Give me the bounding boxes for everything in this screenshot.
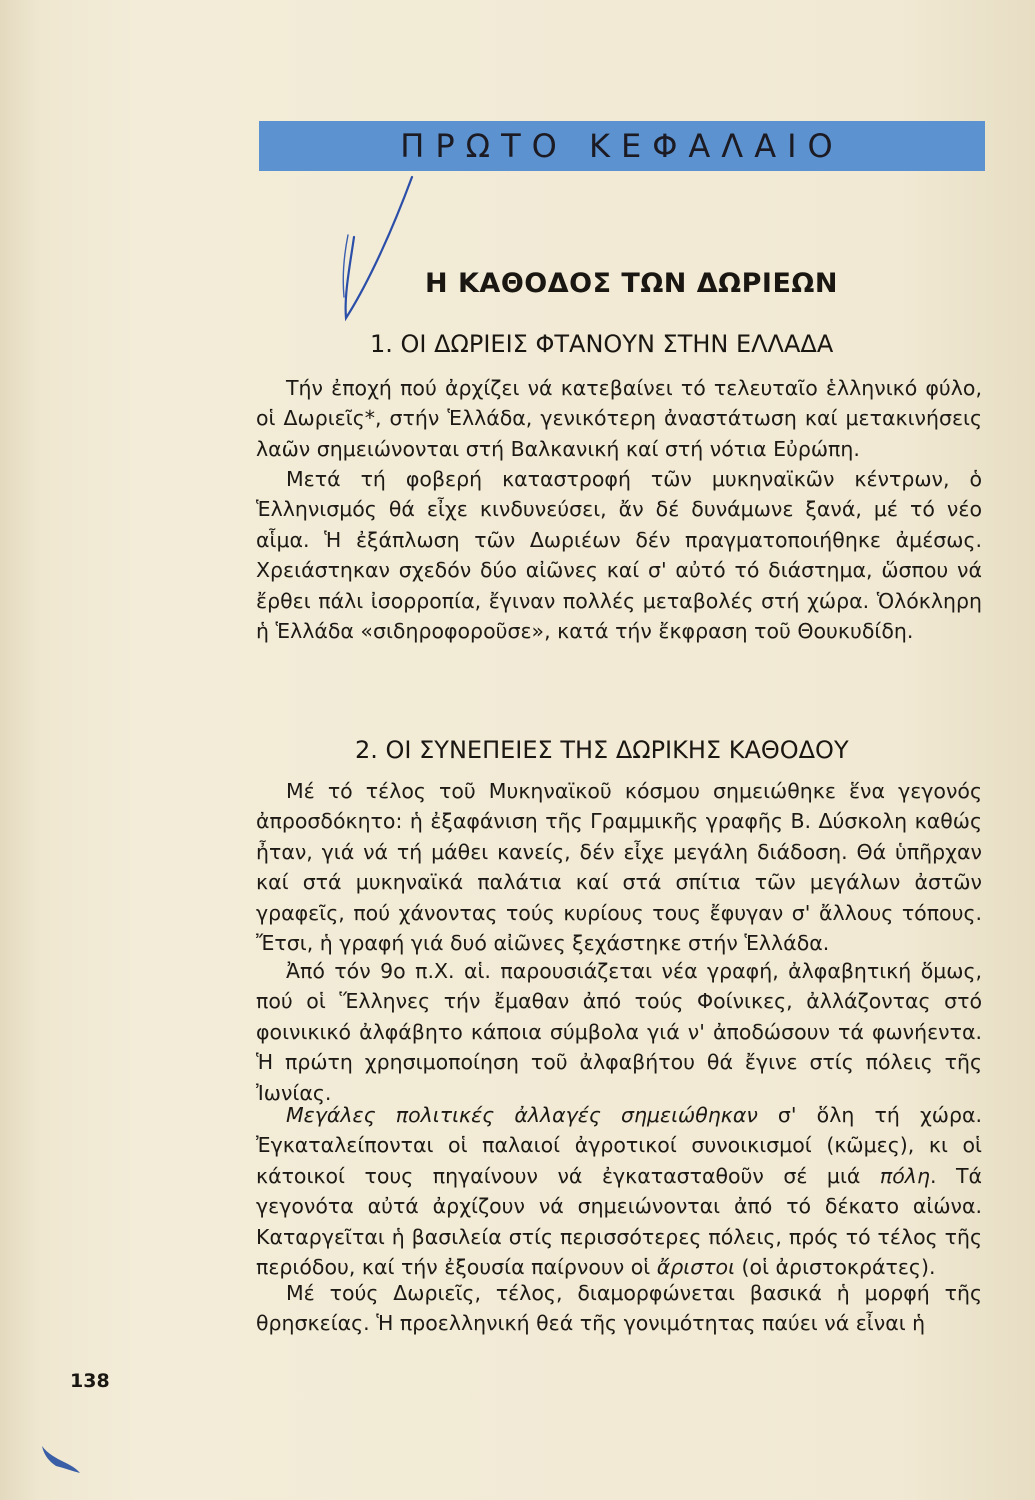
paragraph: Ἀπό τόν 9ο π.Χ. αἱ. παρουσιάζεται νέα γραφή, ἀλφαβητική ὅμως, πού οἱ Ἕλληνες τήν ἔμαθαν ἀπό τούς Φοίνικες, ἀλλάζοντας στό φοινικικό ἀλφάβητο κάποια σύμβολα γιά ν' ἀποδώσουν τά φωνήεντα. Ἡ πρώτη χρησιμοποίηση τοῦ ἀλφαβήτου θά ἔγινε στίς πόλεις τῆς Ἰωνίας. <box>256 959 982 1105</box>
paragraph: Μέ τούς Δωριεῖς, τέλος, διαμορφώνεται βασικά ἡ μορφή τῆς θρησκείας. Ἡ προελληνική θεά τῆς γονιμότητας παύει νά εἶναι ἡ <box>256 1281 982 1336</box>
page-number: 138 <box>70 1370 110 1392</box>
subsection-heading-2: 2. ΟΙ ΣΥΝΕΠΕΙΕΣ ΤΗΣ ΔΩΡΙΚΗΣ ΚΑΘΟΔΟΥ <box>355 736 849 764</box>
paragraph: Τήν ἐποχή πού ἀρχίζει νά κατεβαίνει τό τελευταῖο ἑλληνικό φύλο, οἱ Δωριεῖς*, στήν Ἑλλάδα, γενικότερη ἀναστάτωση καί μετακινήσεις λαῶν σημειώνονται στή Βαλκανική καί στή νότια Εὐρώπη. <box>256 376 982 461</box>
subsection-heading-1: 1. ΟΙ ΔΩΡΙΕΙΣ ΦΤΑΝΟΥΝ ΣΤΗΝ ΕΛΛΑΔΑ <box>370 330 834 358</box>
text-run: σ' ὅλη τή χώρα. Ἐγκαταλείπονται οἱ παλαιοί ἀγροτικοί συνοικισμοί (κῶμες), κι οἱ κάτοικοί τους πηγαίνουν νά ἐγκατασταθοῦν σέ μιά <box>256 1103 982 1188</box>
chapter-title: ΠΡΩΤΟ ΚΕΦΑΛΑΙΟ <box>400 127 844 165</box>
italic-term: ἄριστοι <box>656 1255 736 1280</box>
paragraph: Μετά τή φοβερή καταστροφή τῶν μυκηναϊκῶν κέντρων, ὁ Ἑλληνισμός θά εἶχε κινδυνεύσει, ἄν δέ δυνάμωνε ξανά, μέ τό νέο αἷμα. Ἡ ἐξάπλωση τῶν Δωριέων δέν πραγματοποιήθηκε ἀμέσως. Χρειάστηκαν σχεδόν δύο αἰῶνες καί σ' αὐτό τό διάστημα, ὥσπου νά ἔρθει πάλι ἰσορροπία, ἔγιναν πολλές μεταβολές στή χώρα. Ὁλόκληρη ἡ Ἑλλάδα «σιδηροφοροῦσε», κατά τήν ἔκφραση τοῦ Θουκυδίδη. <box>256 467 982 644</box>
paragraph: Μέ τό τέλος τοῦ Μυκηναϊκοῦ κόσμου σημειώθηκε ἕνα γεγονός ἀπροσδόκητο: ἡ ἐξαφάνιση τῆς Γραμμικῆς γραφῆς Β. Δύσκολη καθώς ἦταν, γιά νά τή μάθει κανείς, δέν εἶχε μεγάλη διάδοση. Θά ὑπῆρχαν καί στά μυκηναϊκά παλάτια καί στά σπίτια τῶν μεγάλων ἀστῶν γραφεῖς, πού χάνοντας τούς κυρίους τους ἔφυγαν σ' ἄλλους τόπους. Ἔτσι, ἡ γραφή γιά δυό αἰῶνες ξεχάστηκε στήν Ἑλλάδα. <box>256 779 982 956</box>
italic-phrase: Μεγάλες πολιτικές ἀλλαγές σημειώθηκαν <box>286 1103 758 1127</box>
section-title: Η ΚΑΘΟΔΟΣ ΤΩΝ ΔΩΡΙΕΩΝ <box>425 268 838 299</box>
text-run: . Τά γεγονότα αὐτά ἀρχίζουν νά σημειώνονται ἀπό τό δέκατο αἰώνα. Καταργεῖται ἡ βασιλεία στίς περισσότερες πόλεις, πρός τό τέλος τῆς περιόδου, καί τήν ἐξουσία παίρνουν οἱ <box>256 1163 982 1280</box>
pen-check-mark <box>330 175 430 325</box>
ink-smudge <box>38 1440 83 1475</box>
paragraph <box>256 1100 982 1282</box>
text-run: (οἱ ἀριστοκράτες). <box>735 1255 936 1280</box>
italic-term: πόλη <box>879 1163 930 1188</box>
